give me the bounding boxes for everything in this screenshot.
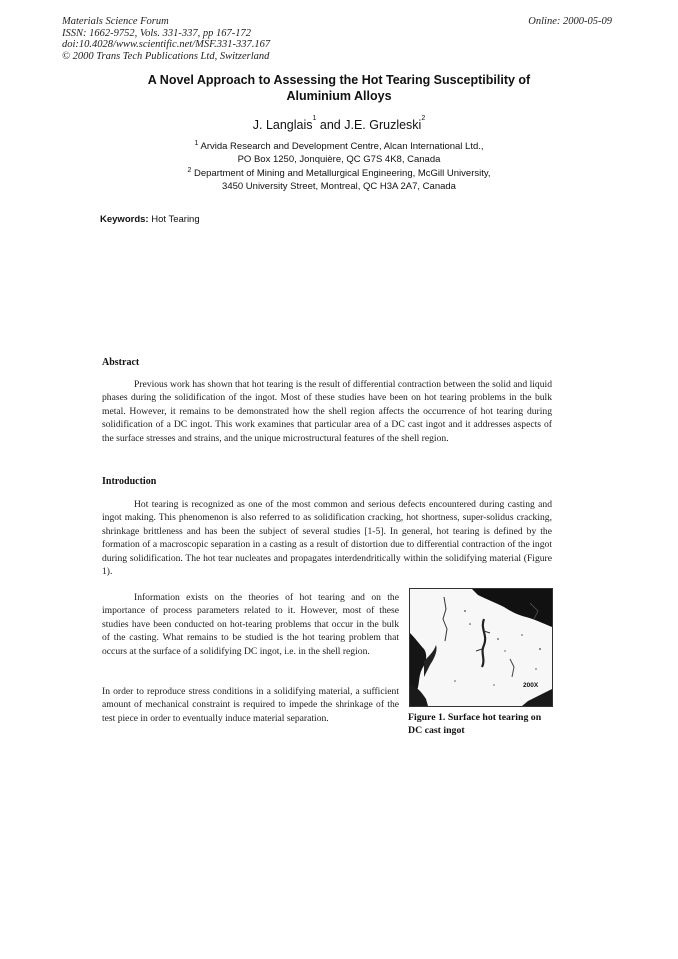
affil-2-line-2: 3450 University Street, Montreal, QC H3A 2A7, Canada [222, 180, 456, 192]
intro-paragraph-3: In order to reproduce stress conditions in a solidifying material, a sufficient amount of mechanical constraint is required to impede the shrinkage of the test piece in order to eventually induce material separation. [102, 686, 399, 724]
journal-header [62, 16, 382, 62]
author-conjunction: and [316, 118, 345, 132]
keywords [100, 214, 200, 225]
affiliation-2 [90, 168, 588, 193]
author-2-affil-mark: 2 [421, 115, 426, 122]
abstract-text: Previous work has shown that hot tearing is the result of differential contraction between the solid and liquid phases during the solidification of the ingot. Most of these studies have been on hot tearing problems in the bulk metal. However, it remains to be demonstrated how the shell region affects the occurrence of hot tearing during solidification of a DC ingot. This work examines that particular area of a DC cast ingot and it addresses aspects of the surface stresses and strains, and the unique microstructural features of the shell region. [102, 379, 552, 444]
affiliation-1 [90, 141, 588, 166]
authors [90, 115, 588, 132]
affil-1-mark: 1 [194, 140, 199, 147]
title-line-1: A Novel Approach to Assessing the Hot Tearing Susceptibility of [147, 73, 531, 87]
issn-line: ISSN: 1662-9752, Vols. 331-337, pp 167-172 [62, 27, 251, 39]
intro-paragraph-2: Information exists on the theories of hot tearing and on the importance of process parameters related to it. However, most of these studies have been conducted on hot-tearing problems that occur in the bulk of the casting. What remains to be studied is the hot tearing problem that occurs at the surface of a solidifying DC ingot, i.e. in the shell region. [102, 592, 399, 657]
journal-name: Materials Science Forum [62, 16, 169, 27]
keywords-label: Keywords: [100, 214, 149, 225]
intro-paragraph-1: Hot tearing is recognized as one of the most common and serious defects encountered during casting and ingot making. This phenomenon is also referred to as solidification cracking, hot shortness, super-solidus cracking, shrinkage brittleness and has been the subject of several studies [1-5]. In general, hot tearing is defined by the formation of a macroscopic separation in a casting as a result of distortion due to differential contraction of the ingot during solidification. The hot tear nucleates and propagates interdendritically within the solidifying material (Figure 1). [102, 499, 552, 578]
figure-1-micrograph [409, 588, 553, 707]
paper-title [90, 73, 588, 104]
author-1: J. Langlais [252, 118, 313, 132]
copyright-line: © 2000 Trans Tech Publications Ltd, Switzerland [62, 50, 270, 62]
abstract-heading: Abstract [102, 357, 140, 368]
doi-link[interactable]: doi:10.4028/www.scientific.net/MSF.331-337.167 [62, 39, 271, 50]
keywords-value: Hot Tearing [151, 214, 200, 225]
author-2: J.E. Gruzleski [344, 118, 422, 132]
magnification-label: 200X [523, 682, 539, 689]
figure-1-caption: Figure 1. Surface hot tearing on DC cast ingot [408, 712, 542, 737]
introduction-heading: Introduction [102, 476, 157, 487]
online-date: Online: 2000-05-09 [528, 16, 612, 27]
micrograph-image [410, 589, 552, 706]
affil-2-mark: 2 [187, 167, 192, 174]
title-line-2: Aluminium Alloys [286, 88, 392, 103]
affil-2-line-1: Department of Mining and Metallurgical Engineering, McGill University, [193, 168, 491, 179]
affil-1-line-2: PO Box 1250, Jonquière, QC G7S 4K8, Canada [237, 153, 441, 165]
affil-1-line-1: Arvida Research and Development Centre, Alcan International Ltd., [200, 141, 484, 152]
author-1-affil-mark: 1 [312, 115, 317, 122]
